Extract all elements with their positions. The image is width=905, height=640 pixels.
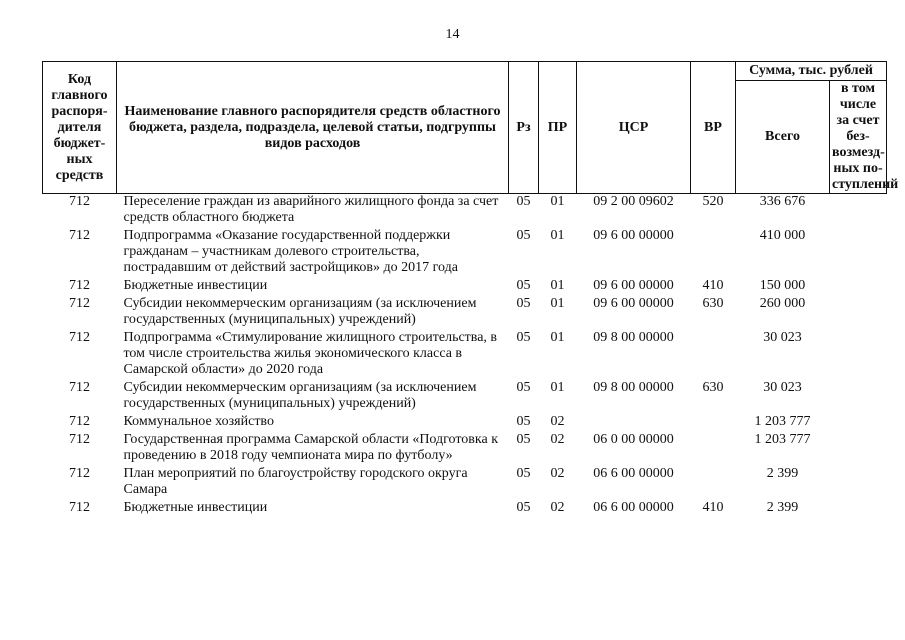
cell-total: 410 000	[759, 228, 806, 243]
cell-vr	[691, 226, 736, 276]
header-vr: ВР	[691, 62, 736, 194]
cell-vr	[691, 412, 736, 430]
header-code: Код главного распоря-дителя бюджет-ных средств	[43, 62, 117, 194]
header-pr: ПР	[539, 62, 577, 194]
cell-total: 2 399	[766, 466, 799, 481]
cell-csr: 06 6 00 00000	[593, 500, 674, 515]
cell-pr: 02	[550, 500, 565, 515]
cell-free	[830, 328, 887, 378]
budget-table	[42, 61, 899, 516]
cell-code: 712	[69, 500, 90, 515]
table-body	[43, 194, 887, 517]
cell-pr: 01	[550, 330, 565, 345]
cell-free	[830, 464, 887, 498]
table-row	[43, 430, 887, 464]
cell-name: План мероприятий по благоустройству городского округа Самара	[123, 466, 468, 497]
table-row	[43, 498, 887, 516]
cell-rz: 05	[516, 194, 531, 209]
cell-vr	[691, 328, 736, 378]
cell-code: 712	[69, 432, 90, 447]
cell-code: 712	[69, 380, 90, 395]
cell-pr: 01	[550, 278, 565, 293]
cell-name: Государственная программа Самарской области «Подготовка к проведению в 2018 году чемпионата мира по футболу»	[123, 432, 499, 463]
table-row	[43, 464, 887, 498]
cell-csr: 06 0 00 00000	[593, 432, 674, 447]
cell-free	[830, 412, 887, 430]
cell-pr: 02	[550, 432, 565, 447]
cell-csr	[577, 412, 691, 430]
cell-total: 1 203 777	[754, 414, 811, 429]
cell-total: 30 023	[763, 380, 802, 395]
cell-free	[830, 194, 887, 227]
cell-vr: 630	[702, 380, 724, 395]
cell-rz: 05	[516, 278, 531, 293]
cell-name: Бюджетные инвестиции	[123, 500, 268, 515]
cell-rz: 05	[516, 500, 531, 515]
cell-vr: 520	[702, 194, 724, 209]
cell-name: Коммунальное хозяйство	[123, 414, 274, 429]
cell-code: 712	[69, 296, 90, 311]
cell-pr: 02	[550, 414, 565, 429]
cell-csr: 09 8 00 00000	[593, 380, 674, 395]
cell-vr: 630	[702, 296, 724, 311]
cell-total: 150 000	[759, 278, 806, 293]
cell-code: 712	[69, 194, 90, 209]
cell-name: Переселение граждан из аварийного жилищного фонда за счет средств областного бюджета	[123, 194, 499, 225]
cell-code: 712	[69, 330, 90, 345]
cell-code: 712	[69, 414, 90, 429]
cell-name: Подпрограмма «Стимулирование жилищного строительства, в том числе строительства жилья экономического класса в Самарской области» до 2020 года	[123, 330, 498, 377]
header-total: Всего	[736, 81, 830, 194]
cell-name: Субсидии некоммерческим организациям (за исключением государственных (муниципальных) учреждений)	[123, 380, 477, 411]
cell-name: Бюджетные инвестиции	[123, 278, 268, 293]
cell-free	[830, 294, 887, 328]
cell-csr: 09 6 00 00000	[593, 278, 674, 293]
cell-vr: 410	[702, 278, 724, 293]
cell-csr: 06 6 00 00000	[593, 466, 674, 481]
cell-rz: 05	[516, 330, 531, 345]
cell-vr: 410	[702, 500, 724, 515]
cell-rz: 05	[516, 414, 531, 429]
cell-code: 712	[69, 466, 90, 481]
cell-total: 2 399	[766, 500, 799, 515]
cell-free	[830, 498, 887, 516]
page-number: 14	[445, 27, 460, 42]
cell-pr: 01	[550, 228, 565, 243]
cell-total: 1 203 777	[754, 432, 811, 447]
cell-rz: 05	[516, 228, 531, 243]
cell-free	[830, 430, 887, 464]
cell-pr: 01	[550, 380, 565, 395]
cell-total: 30 023	[763, 330, 802, 345]
cell-free	[830, 226, 887, 276]
header-sum: Сумма, тыс. рублей	[736, 62, 887, 81]
cell-free	[830, 276, 887, 294]
table-row	[43, 328, 887, 378]
header-name: Наименование главного распорядителя средств областного бюджета, раздела, подраздела, целевой статьи, подгруппы видов расходов	[117, 62, 509, 194]
table-header	[43, 62, 899, 194]
table-row	[43, 378, 887, 412]
table-row	[43, 276, 887, 294]
header-rz: Рз	[509, 62, 539, 194]
cell-pr: 02	[550, 466, 565, 481]
cell-rz: 05	[516, 380, 531, 395]
cell-name: Субсидии некоммерческим организациям (за исключением государственных (муниципальных) учреждений)	[123, 296, 477, 327]
cell-name: Подпрограмма «Оказание государственной поддержки гражданам – участникам долевого строительства, пострадавшим от действий застройщиков» до 2017 года	[123, 228, 458, 275]
header-free: в том числе за счет без-возмезд-ных по-ступлений	[830, 81, 887, 194]
cell-pr: 01	[550, 194, 565, 209]
cell-code: 712	[69, 278, 90, 293]
header-csr: ЦСР	[577, 62, 691, 194]
cell-rz: 05	[516, 466, 531, 481]
table-row	[43, 294, 887, 328]
cell-csr: 09 6 00 00000	[593, 228, 674, 243]
table-row	[43, 194, 887, 227]
cell-rz: 05	[516, 296, 531, 311]
table-row	[43, 412, 887, 430]
cell-total: 260 000	[759, 296, 806, 311]
cell-csr: 09 6 00 00000	[593, 296, 674, 311]
cell-pr: 01	[550, 296, 565, 311]
cell-vr	[691, 430, 736, 464]
cell-csr: 09 2 00 09602	[593, 194, 674, 209]
cell-csr: 09 8 00 00000	[593, 330, 674, 345]
cell-vr	[691, 464, 736, 498]
cell-rz: 05	[516, 432, 531, 447]
cell-code: 712	[69, 228, 90, 243]
cell-free	[830, 378, 887, 412]
table-row	[43, 226, 887, 276]
cell-total: 336 676	[759, 194, 806, 209]
